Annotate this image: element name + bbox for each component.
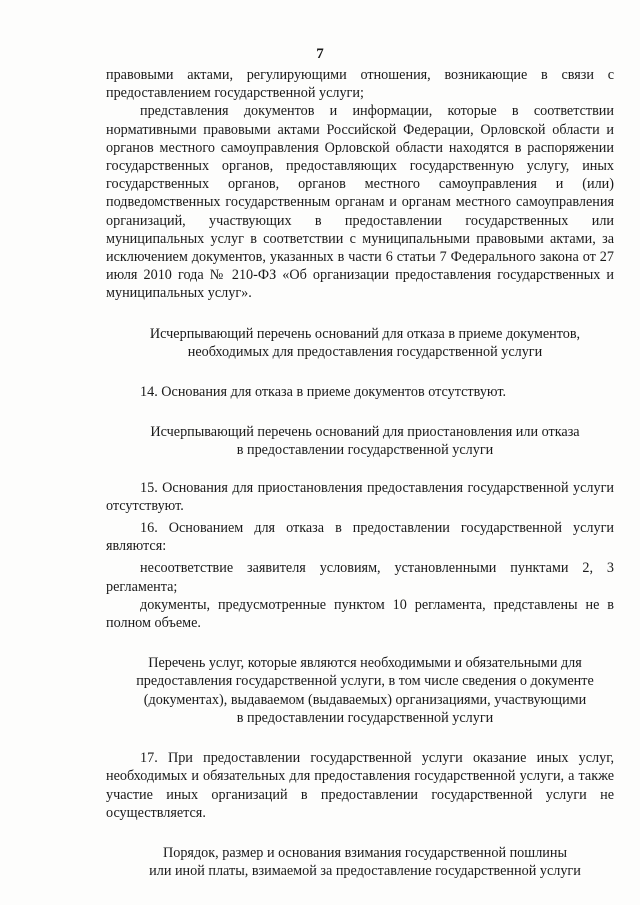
heading-line: Исчерпывающий перечень оснований для приостановления или отказа [150, 424, 580, 441]
document-body [106, 66, 614, 880]
heading-line: в предоставлении государственной услуги [236, 709, 494, 726]
paragraph-15: 15. Основания для приостановления предоставления государственной услуги отсутствуют. [106, 479, 614, 514]
heading-line: Исчерпывающий перечень оснований для отказа в приеме документов, [149, 325, 581, 342]
heading-required-services [106, 654, 614, 727]
heading-line: (документах), выдаваемом (выдаваемых) организациями, участвующими [143, 691, 587, 708]
paragraph-nonconformity: несоответствие заявителя условиям, установленными пунктами 2, 3 регламента; [106, 560, 614, 595]
heading-state-fee [106, 844, 614, 880]
heading-suspension-refusal [106, 423, 614, 459]
heading-line: предоставления государственной услуги, в том числе сведения о документе [136, 673, 594, 690]
heading-line: необходимых для предоставления государственной услуги [187, 343, 543, 360]
paragraph-continuation: правовыми актами, регулирующими отношения, возникающие в связи с предоставлением государственной услуги; [106, 67, 614, 102]
heading-line: или иной платы, взимаемой за предоставление государственной услуги [149, 863, 581, 880]
paragraph-16: 16. Основанием для отказа в предоставлении государственной услуги являются: [106, 520, 614, 555]
paragraph-incomplete-documents: документы, предусмотренные пунктом 10 регламента, представлены не в полном объеме. [106, 596, 614, 632]
page-number: 7 [316, 46, 324, 62]
heading-line: в предоставлении государственной услуги [236, 442, 494, 459]
paragraph-14: 14. Основания для отказа в приеме документов отсутствуют. [140, 384, 507, 401]
paragraph-documents-information: представления документов и информации, которые в соответствии нормативными правовыми актами Российской Федерации, Орловской области и органов местного самоуправления Орловской области находятся в распоряжении государственных органов, предоставляющих государственную услугу, иных государственных органов, органов местного самоуправления и (или) подведомственных государственным органам и органам местного самоуправления организаций, участвующих в предоставлении государственных или муниципальных услуг в соответствии с муниципальными правовыми актами, за исключением документов, указанных в части 6 статьи 7 Федерального закона от 27 июля 2010 года № 210-ФЗ «Об организации предоставления государственных и муниципальных услуг». [106, 103, 614, 302]
heading-line: Порядок, размер и основания взимания государственной пошлины [162, 844, 567, 861]
heading-line: Перечень услуг, которые являются необходимыми и обязательными для [148, 655, 582, 672]
heading-refusal-acceptance [106, 325, 614, 361]
paragraph-17: 17. При предоставлении государственной услуги оказание иных услуг, необходимых и обязательных для предоставления государственной услуги, а также участие иных организаций в предоставлении государственной услуги не осуществляется. [106, 750, 614, 821]
